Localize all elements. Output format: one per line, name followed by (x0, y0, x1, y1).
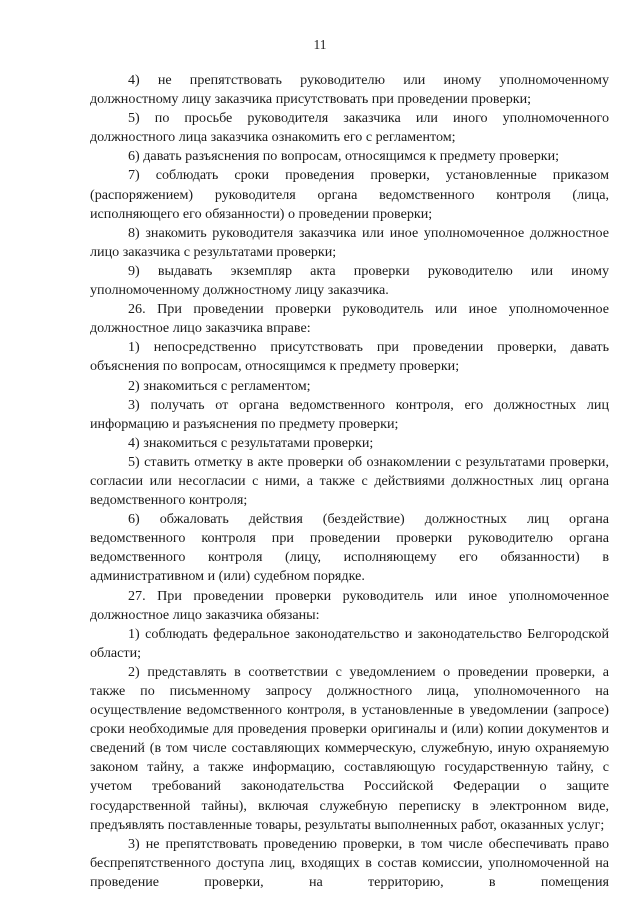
paragraph-26-item-4: 4) знакомиться с результатами проверки; (128, 434, 374, 451)
paragraph-item-8: 8) знакомить руководителя заказчика или иное уполномоченное должностное лицо заказчика с результатами проверки; (90, 224, 609, 260)
paragraph-item-5: 5) по просьбе руководителя заказчика или иного уполномоченного должностного лица заказчика ознакомить его с регламентом; (90, 110, 609, 146)
paragraph-26-item-3: 3) получать от органа ведомственного контроля, его должностных лиц информацию и разъяснения по предмету проверки; (90, 396, 609, 432)
paragraph-27-item-2: 2) представлять в соответствии с уведомлением о проведении проверки, а также по письменному запросу должностного лица, уполномоченного на осуществление ведомственного контроля, в установленные в уведомлении (запросе) сроки необходимые для проведения проверки оригиналы и (или) копии документов и сведений (в том числе составляющих коммерческую, служебную, иную охраняемую законом тайну, а также информацию, составляющую государственную тайну, с учетом требований законодательства Российской Федерации о защите государственной тайны), включая служебную переписку в электронном виде, предъявлять поставленные товары, результаты выполненных работ, оказанных услуг; (90, 663, 609, 833)
paragraph-26-item-2: 2) знакомиться с регламентом; (128, 377, 311, 394)
paragraph-item-4: 4) не препятствовать руководителю или иному уполномоченному должностному лицу заказчика присутствовать при проведении проверки; (90, 72, 609, 108)
paragraph-26-item-6: 6) обжаловать действия (бездействие) должностных лиц органа ведомственного контроля при проведении проверки руководителю органа ведомственного контроля (лицу, исполняющему его обязанности) в административном и (или) судебном порядке. (90, 511, 609, 585)
paragraph-26-item-1: 1) непосредственно присутствовать при проведении проверки, давать объяснения по вопросам, относящимся к предмету проверки; (90, 339, 609, 375)
paragraph-section-26: 26. При проведении проверки руководитель или иное уполномоченное должностное лицо заказчика вправе: (90, 301, 609, 337)
paragraph-27-item-3: 3) не препятствовать проведению проверки, в том числе обеспечивать право беспрепятственного доступа лиц, входящих в состав комиссии, уполномоченной на проведение проверки, на территорию, в помещения (90, 835, 609, 890)
paragraph-26-item-5: 5) ставить отметку в акте проверки об ознакомлении с результатами проверки, согласии или несогласии с ними, а также с действиями должностных лиц органа ведомственного контроля; (90, 453, 609, 509)
paragraph-section-27: 27. При проведении проверки руководитель или иное уполномоченное должностное лицо заказчика обязаны: (90, 587, 609, 623)
paragraph-27-item-1: 1) соблюдать федеральное законодательство и законодательство Белгородской области; (90, 625, 609, 661)
paragraph-item-7: 7) соблюдать сроки проведения проверки, установленные приказом (распоряжением) руководителя органа ведомственного контроля (лица, исполняющего его обязанности) о проведении проверки; (90, 167, 609, 222)
page-number: 11 (313, 37, 327, 52)
document-body (90, 71, 609, 892)
paragraph-item-9: 9) выдавать экземпляр акта проверки руководителю или иному уполномоченному должностному лицу заказчика. (90, 262, 609, 299)
paragraph-item-6: 6) давать разъяснения по вопросам, относящимся к предмету проверки; (128, 148, 560, 165)
